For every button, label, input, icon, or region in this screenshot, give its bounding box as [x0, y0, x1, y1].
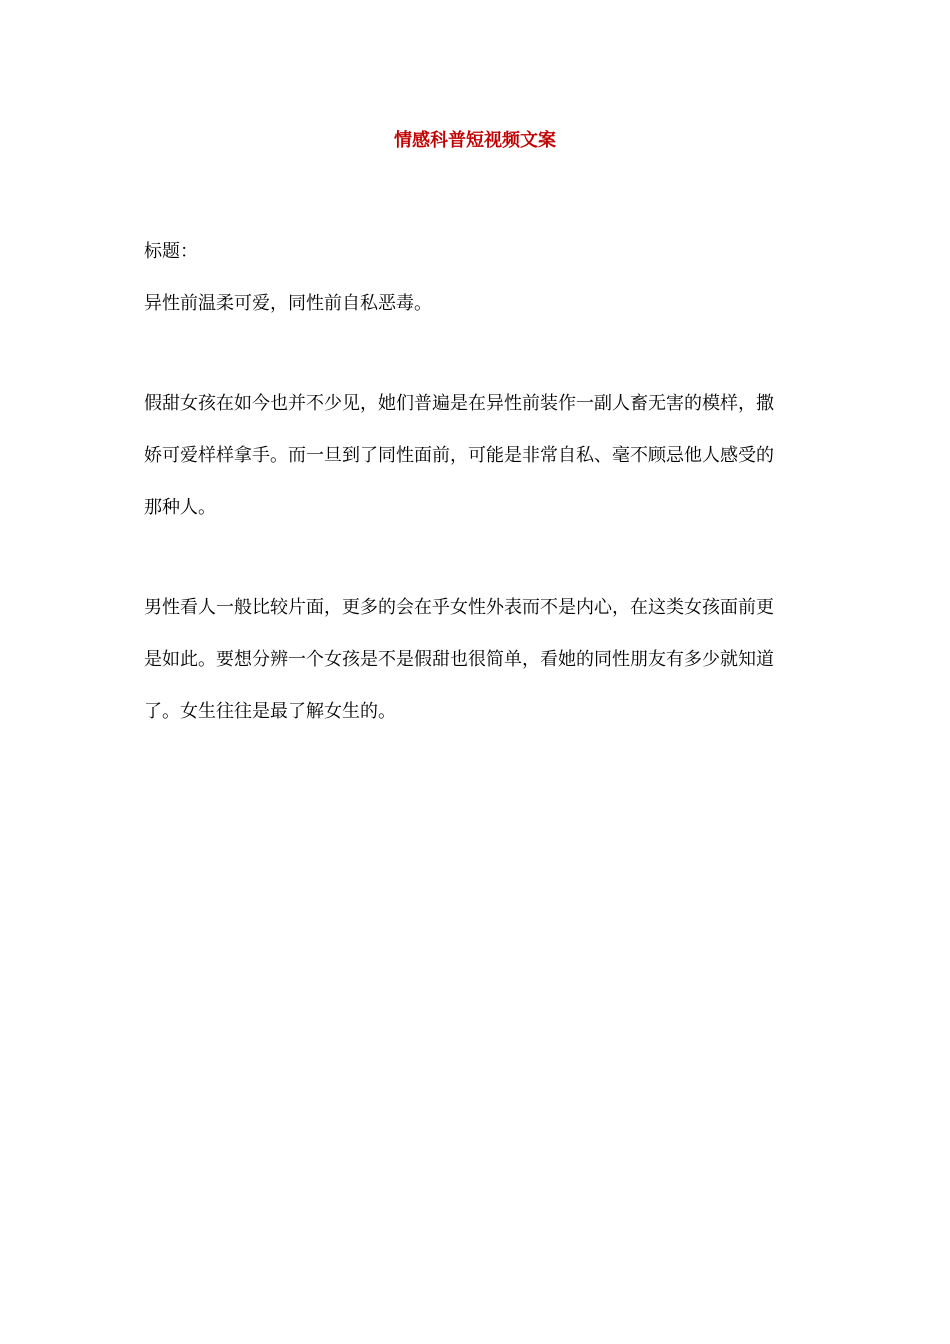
- paragraph-spacer: [144, 330, 814, 378]
- document-title: 情感科普短视频文案: [394, 130, 556, 151]
- paragraph-line: 那种人。: [144, 497, 216, 518]
- paragraph-1: [144, 378, 814, 534]
- title-label: 标题：: [144, 241, 198, 262]
- paragraph-line: 是如此。要想分辨一个女孩是不是假甜也很简单，看她的同性朋友有多少就知道: [144, 649, 774, 670]
- document-body: [144, 226, 814, 738]
- paragraph-spacer: [144, 534, 814, 582]
- paragraph-line: 了。女生往往是最了解女生的。: [144, 701, 396, 722]
- paragraph-line: 假甜女孩在如今也并不少见，她们普遍是在异性前装作一副人畜无害的模样，撒: [144, 393, 774, 414]
- paragraph-line: 娇可爱样样拿手。而一旦到了同性面前，可能是非常自私、毫不顾忌他人感受的: [144, 445, 774, 466]
- paragraph-2: [144, 582, 814, 738]
- paragraph-line: 男性看人一般比较片面，更多的会在乎女性外表而不是内心，在这类女孩面前更: [144, 597, 774, 618]
- headline: 异性前温柔可爱，同性前自私恶毒。: [144, 293, 432, 314]
